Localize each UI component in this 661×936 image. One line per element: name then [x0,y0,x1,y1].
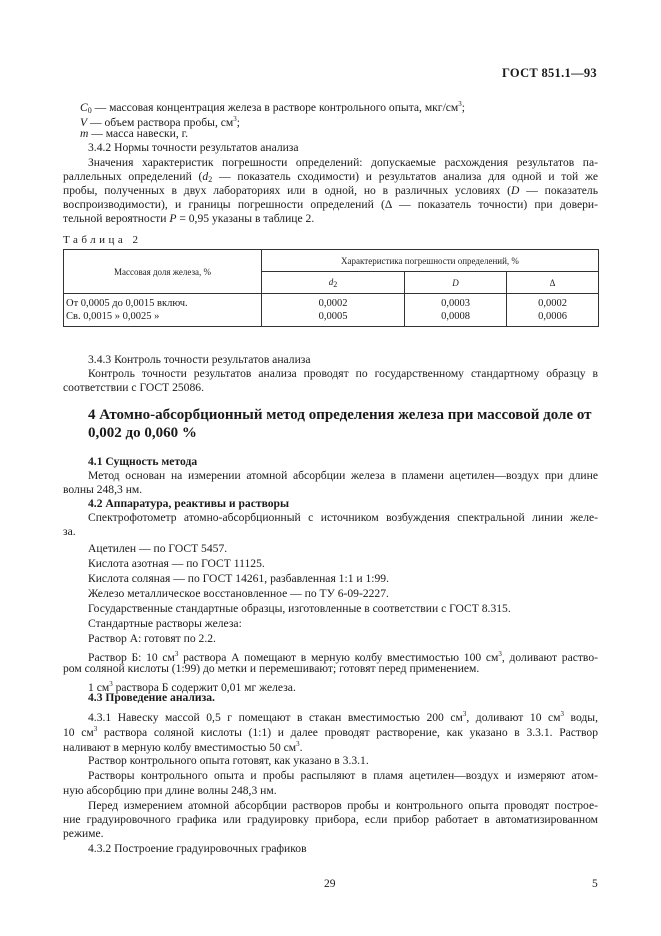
reagent-item: Стандартные растворы железа: [88,617,242,630]
table-cell-range [64,294,262,327]
s42-line-2: за. [63,525,76,538]
subscript: 0 [87,106,92,115]
s42-line-1: Спектрофотометр атомно-абсорбционный с источником возбуждения спектральной линии желе- [88,511,598,524]
s41-line-2: волны 248,3 нм. [63,483,143,496]
standard-header: ГОСТ 851.1—93 [501,66,597,80]
s343-line-1: Контроль точности результатов анализа проводят по государственному стандартному образцу в [88,367,598,380]
text: раствора Б содержит 0,01 мг железа. [112,681,296,694]
solution-b-line-2: ром соляной кислоты (1:99) до метки и перемешивают; готовят перед применением. [63,662,480,675]
text: раллельных определений ( [63,170,203,183]
s43-line-3 [63,737,303,755]
table-value: 0,0005 [318,311,348,322]
section-3-4-2-title: 3.4.2 Нормы точности результатов анализа [88,141,299,154]
superscript: 3 [233,115,237,123]
text: раствора А помещают в мерную колбу вместимостью 100 см [178,651,499,664]
s41-line-1: Метод основан на измерении атомной абсорбции железа в пламени ацетилен—воздух при длине [88,469,598,482]
symbol: d [328,276,334,287]
heading-line: 0,002 до 0,060 % [88,425,197,441]
text: Раствор Б: 10 см [88,651,175,664]
superscript: 3 [296,740,300,748]
s43-line-6: ную абсорбцию при длине волны 248,3 нм. [63,784,277,797]
col-header-group: Характеристика погрешности определений, % [262,250,599,272]
text: . [299,741,303,754]
text: , доливают 10 см [466,711,561,724]
s43-line-9: режиме. [63,827,104,840]
table-value: 0,0002 [538,298,567,309]
text: воды, [564,711,598,724]
superscript: 3 [458,100,462,108]
definition-m [80,127,188,141]
table-value: 0,0002 [318,298,348,309]
table-cell-delta [507,294,599,327]
text: тельной вероятности [63,212,170,225]
text: наливают в мерную колбу вместимостью 50 см [63,741,297,754]
reagent-item: Государственные стандартные образцы, изготовленные в соответствии с ГОСТ 8.315. [88,602,511,615]
reagent-item: Кислота азотная — по ГОСТ 11125. [88,557,265,570]
symbol: D [452,277,459,288]
s43-line-10: 4.3.2 Построение градуировочных графиков [88,842,307,855]
reagent-item: Кислота соляная — по ГОСТ 14261, разбавленная 1:1 и 1:99. [88,572,390,585]
col-header-d2 [262,272,405,294]
s43-line-4: Раствор контрольного опыта готовят, как указано в 3.3.1. [88,754,369,767]
text: 4.3.1 Навеску массой 0,5 г помещают в стакан вместимостью 200 см [88,711,463,724]
s342-line-5 [63,212,314,226]
symbol: C [80,101,88,114]
heading-line: 4 Атомно-абсорбционный метод определения железа при массовой доле от [88,407,592,423]
section-4-2-title: 4.2 Аппаратура, реактивы и растворы [88,497,290,510]
text: 1 см [88,681,110,694]
table-row-range-1: От 0,0005 до 0,0015 включ. [66,298,188,309]
superscript: 3 [498,650,502,658]
text: раствора соляной кислоты (1:1) и далее проводят растворение, как указано в 3.3.1. Раствор [97,726,598,739]
reagent-item: Раствор А: готовят по 2.2. [88,632,216,645]
section-4-heading [88,406,592,442]
definition-text: — массовая концентрация железа в растворе контрольного опыта, мкг/см [91,101,459,114]
sheet-number: 5 [592,878,598,890]
table-value: 0,0006 [538,311,567,322]
symbol: V [80,116,88,129]
page-number: 29 [324,878,336,890]
symbol: P [169,212,177,225]
section-4-3-title: 4.3 Проведение анализа. [88,691,215,704]
subscript: 2 [333,279,338,289]
table-value: 0,0008 [441,311,470,322]
s43-line-5: Растворы контрольного опыта и пробы распыляют в пламя ацетилен—воздух и измеряют атом- [88,769,598,782]
reagent-item: Ацетилен — по ГОСТ 5457. [88,542,228,555]
symbol: D [511,184,520,197]
definition-text: — масса навески, г. [88,127,188,140]
table-caption: Таблица 2 [63,234,142,246]
superscript: 3 [174,650,179,658]
text: = 0,95 указаны в таблице 2. [176,212,315,225]
symbol: d [202,170,209,183]
accuracy-table [63,249,599,327]
table-row-range-2: Св. 0,0015 » 0,0025 » [66,311,160,322]
superscript: 3 [93,725,98,733]
superscript: 3 [560,710,565,718]
symbol: m [80,127,89,140]
definition-tail: ; [236,116,240,129]
text: пробы, полученных в двух лабораториях или в одной, но в различных условиях ( [63,184,512,197]
col-header-delta: Δ [507,272,599,294]
definition-tail: ; [461,101,466,114]
subscript: 2 [208,175,213,184]
table-cell-d2 [262,294,405,327]
s343-line-2: соответствии с ГОСТ 25086. [63,381,204,394]
s342-line-3 [63,184,598,198]
s43-line-7: Перед измерением атомной абсорбции растворов пробы и контрольного опыта проводят построе- [88,799,598,812]
superscript: 3 [462,710,467,718]
s342-line-4: воспроизводимости), и границы погрешности определений (Δ — показатель точности) при довери- [63,198,598,211]
col-header-mass-fraction: Массовая доля железа, % [64,250,262,294]
s43-line-8: ние градуировочного графика или градуировку прибора, если прибор работает в автоматизированном [63,813,598,826]
col-header-D [405,272,507,294]
section-3-4-3-title: 3.4.3 Контроль точности результатов анализа [88,353,311,366]
table-value: 0,0003 [441,298,470,309]
superscript: 3 [109,680,113,688]
s342-line-1: Значения характеристик погрешности определений: допускаемые расхождения результатов па- [88,156,598,169]
definition-text: — объем раствора пробы, см [87,116,234,129]
text: — показатель сходимости) и результатов анализа для одной и той же [212,170,598,183]
text: 10 см [63,726,94,739]
reagent-item: Железо металлическое восстановленное — по ТУ 6-09-2227. [88,587,389,600]
text: — показатель [519,184,598,197]
table-cell-D [405,294,507,327]
text: , доливают раство- [501,651,598,664]
section-4-1-title: 4.1 Сущность метода [88,455,198,468]
